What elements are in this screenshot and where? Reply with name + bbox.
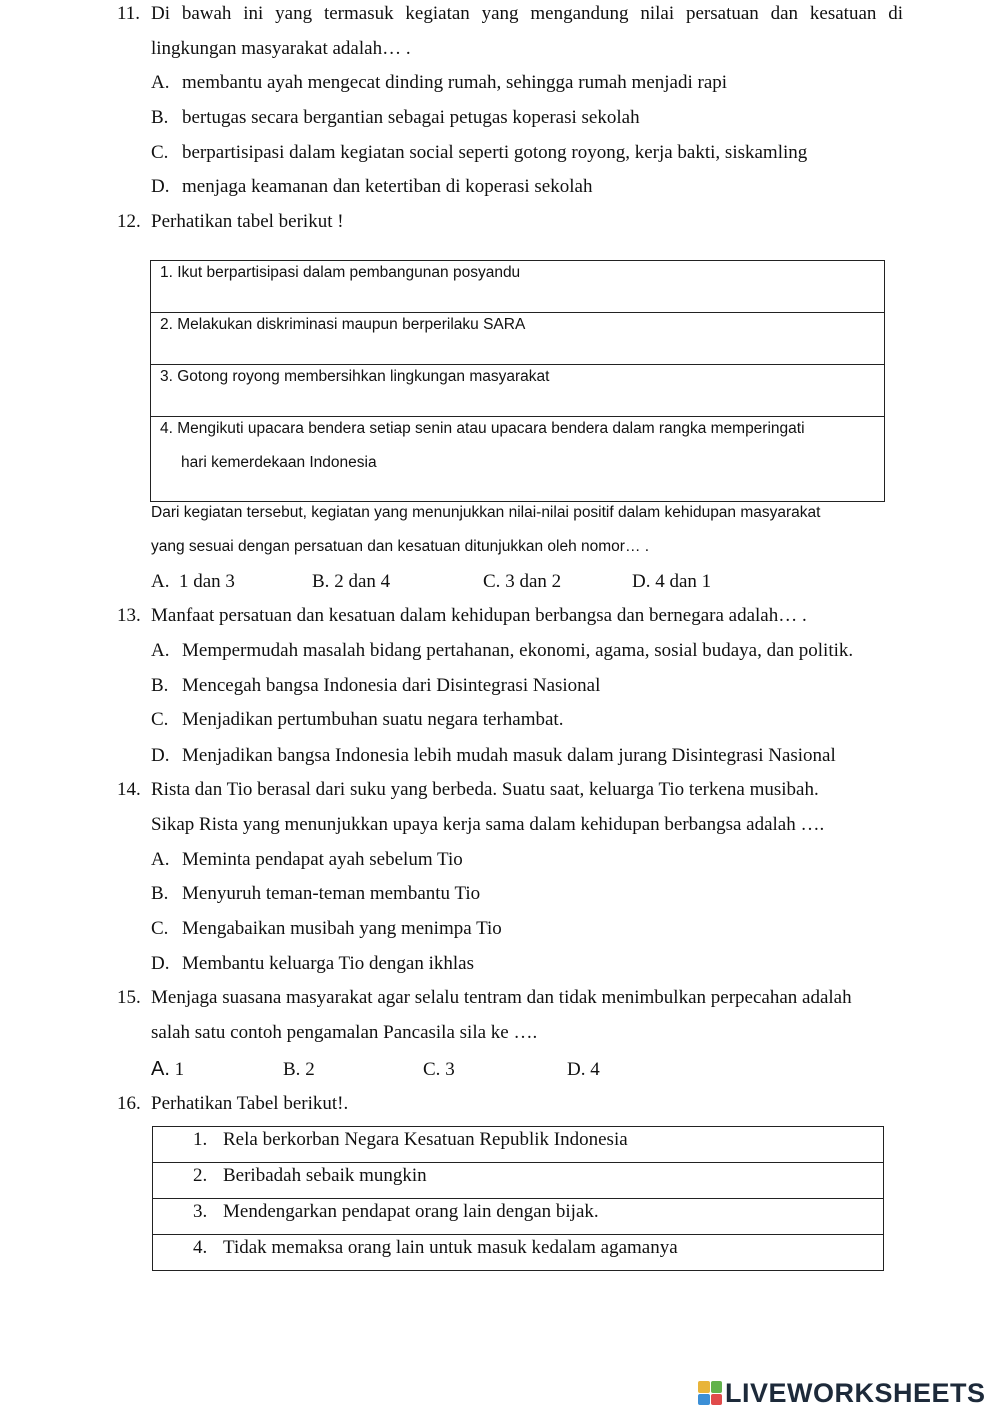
table-row: 1. Ikut berpartisipasi dalam pembangunan posyandu [160, 264, 521, 281]
q15-question-line2: salah satu contoh pengamalan Pancasila sila ke …. [151, 1022, 538, 1043]
q13-question: Manfaat persatuan dan kesatuan dalam kehidupan berbangsa dan bernegara adalah… . [151, 605, 807, 626]
logo-square-blue [698, 1394, 710, 1406]
q12-question: Perhatikan tabel berikut ! [151, 211, 344, 232]
q11-option-c[interactable]: C. berpartisipasi dalam kegiatan social seperti gotong royong, kerja bakti, siskamling [151, 142, 808, 163]
q11-question-line2: lingkungan masyarakat adalah… . [151, 38, 411, 59]
q13-option-c[interactable]: C. Menjadikan pertumbuhan suatu negara terhambat. [151, 709, 564, 730]
q12-note-line1: Dari kegiatan tersebut, kegiatan yang menunjukkan nilai-nilai positif dalam kehidupan masyarakat [151, 504, 821, 521]
q11-option-a[interactable]: A. membantu ayah mengecat dinding rumah, sehingga rumah menjadi rapi [151, 72, 728, 93]
q12-option-a[interactable]: A. 1 dan 3 [151, 571, 235, 592]
q12-table [150, 260, 885, 502]
q11-question-line1: Di bawah ini yang termasuk kegiatan yang mengandung nilai persatuan dan kesatuan di [151, 3, 903, 24]
liveworksheets-logo [698, 1377, 986, 1409]
q11-option-b[interactable]: B. bertugas secara bergantian sebagai petugas koperasi sekolah [151, 107, 640, 128]
logo-square-red [711, 1394, 723, 1406]
logo-square-green [711, 1381, 723, 1393]
table-row: 4. Mengikuti upacara bendera setiap senin atau upacara bendera dalam rangka memperingati hari kemerdekaan Indonesia [151, 416, 884, 501]
q12-option-d[interactable]: D. 4 dan 1 [632, 571, 712, 592]
q15-number: 15. [117, 987, 141, 1008]
table-row: 2. Melakukan diskriminasi maupun berperilaku SARA [151, 312, 884, 364]
table-row: 3. Gotong royong membersihkan lingkungan masyarakat [151, 364, 884, 416]
logo-square-yellow [698, 1381, 710, 1393]
table-row: 1. Rela berkorban Negara Kesatuan Republik Indonesia [193, 1129, 628, 1150]
q14-option-a[interactable]: A. Meminta pendapat ayah sebelum Tio [151, 849, 463, 870]
q14-option-d[interactable]: D. Membantu keluarga Tio dengan ikhlas [151, 953, 475, 974]
q13-number: 13. [117, 605, 141, 626]
q13-option-a[interactable]: A. Mempermudah masalah bidang pertahanan, ekonomi, agama, sosial budaya, dan politik. [151, 640, 854, 661]
q15-option-b[interactable]: B. 2 [283, 1059, 315, 1080]
q13-option-d[interactable]: D. Menjadikan bangsa Indonesia lebih mudah masuk dalam jurang Disintegrasi Nasional [151, 745, 836, 766]
q11-number: 11. [117, 3, 141, 24]
q15-option-d[interactable]: D. 4 [567, 1059, 600, 1080]
brand-name: LIVEWORKSHEETS [725, 1377, 986, 1408]
q12-option-c[interactable]: C. 3 dan 2 [483, 571, 562, 592]
q15-option-a[interactable]: A. 1 [151, 1058, 185, 1080]
q14-question-line2: Sikap Rista yang menunjukkan upaya kerja sama dalam kehidupan berbangsa adalah …. [151, 814, 825, 835]
q12-number: 12. [117, 211, 141, 232]
q13-option-b[interactable]: B. Mencegah bangsa Indonesia dari Disintegrasi Nasional [151, 675, 601, 696]
q16-table [152, 1126, 884, 1271]
q14-number: 14. [117, 779, 141, 800]
table-row: 3. Mendengarkan pendapat orang lain dengan bijak. [153, 1198, 883, 1234]
liveworksheets-logo-icon [698, 1381, 722, 1405]
q16-question: Perhatikan Tabel berikut!. [151, 1093, 349, 1114]
q14-option-b[interactable]: B. Menyuruh teman-teman membantu Tio [151, 883, 481, 904]
table-row: 4. Tidak memaksa orang lain untuk masuk kedalam agamanya [153, 1234, 883, 1270]
q14-option-c[interactable]: C. Mengabaikan musibah yang menimpa Tio [151, 918, 502, 939]
q16-number: 16. [117, 1093, 141, 1114]
q11-option-d[interactable]: D. menjaga keamanan dan ketertiban di koperasi sekolah [151, 176, 593, 197]
table-row: 2. Beribadah sebaik mungkin [153, 1162, 883, 1198]
q14-question-line1: Rista dan Tio berasal dari suku yang berbeda. Suatu saat, keluarga Tio terkena musibah. [151, 779, 819, 800]
q15-option-c[interactable]: C. 3 [423, 1059, 455, 1080]
q12-option-b[interactable]: B. 2 dan 4 [312, 571, 391, 592]
q15-question-line1: Menjaga suasana masyarakat agar selalu tentram dan tidak menimbulkan perpecahan adalah [151, 987, 852, 1008]
q12-note-line2: yang sesuai dengan persatuan dan kesatuan ditunjukkan oleh nomor… . [151, 538, 650, 555]
